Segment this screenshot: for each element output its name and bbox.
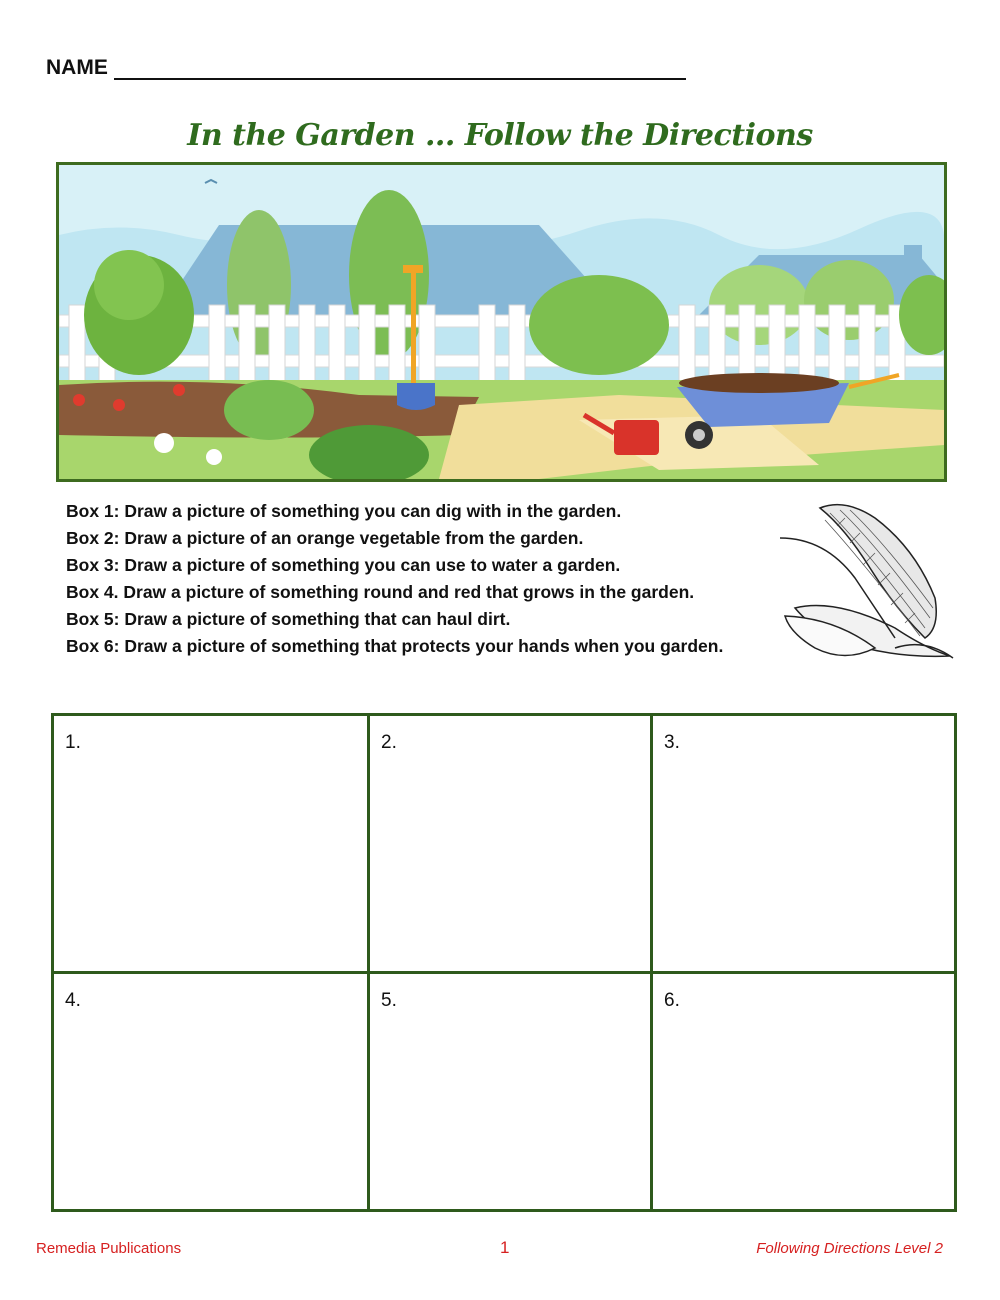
drawing-box-3[interactable]: [653, 716, 954, 974]
box-number: 4.: [65, 990, 81, 1011]
box-number: 5.: [381, 990, 397, 1011]
direction-2: Box 2: Draw a picture of an orange vegetable from the garden.: [66, 528, 584, 548]
drawing-box-5[interactable]: [370, 974, 653, 1209]
drawing-grid: [51, 713, 957, 1212]
drawing-box-6[interactable]: [653, 974, 954, 1209]
garden-scene-illustration: [56, 162, 947, 482]
box-number: 1.: [65, 732, 81, 753]
name-field[interactable]: [46, 56, 686, 80]
direction-1: Box 1: Draw a picture of something you can dig with in the garden.: [66, 501, 622, 521]
direction-6: Box 6: Draw a picture of something that protects your hands when you garden.: [66, 636, 724, 656]
footer-page-number: 1: [500, 1238, 510, 1257]
footer-series: Following Directions Level 2: [756, 1240, 943, 1257]
direction-4: Box 4. Draw a picture of something round and red that grows in the garden.: [66, 582, 695, 602]
drawing-box-2[interactable]: [370, 716, 653, 974]
drawing-box-4[interactable]: [54, 974, 370, 1209]
page-title: In the Garden ... Follow the Directions: [187, 118, 813, 153]
direction-5: Box 5: Draw a picture of something that can haul dirt.: [66, 609, 511, 629]
box-number: 3.: [664, 732, 680, 753]
name-line[interactable]: [114, 58, 686, 80]
box-number: 2.: [381, 732, 397, 753]
direction-3: Box 3: Draw a picture of something you can use to water a garden.: [66, 555, 621, 575]
name-label: NAME: [46, 56, 108, 79]
directions-list: [66, 498, 723, 660]
footer-publisher: Remedia Publications: [36, 1240, 182, 1257]
box-number: 6.: [664, 990, 680, 1011]
drawing-box-1[interactable]: [54, 716, 370, 974]
corn-icon: [775, 498, 960, 663]
